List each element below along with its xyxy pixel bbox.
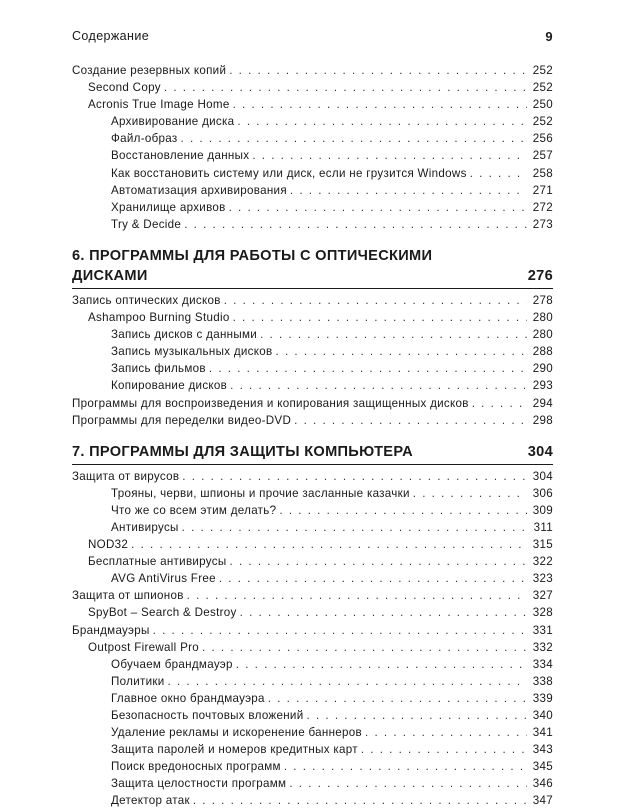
toc-entry-label: Что же со всем этим делать? xyxy=(111,503,277,517)
toc-entry-page: 278 xyxy=(532,293,553,307)
dot-leader xyxy=(224,294,527,307)
toc-entry-page: 343 xyxy=(532,743,553,757)
toc-entry-label: Создание резервных копий xyxy=(72,64,227,77)
toc-entry-label: Acronis True Image Home xyxy=(88,98,230,112)
toc-entry-page: 345 xyxy=(532,760,553,774)
toc-entry-page: 309 xyxy=(532,503,553,517)
dot-leader xyxy=(361,743,527,756)
dot-leader xyxy=(182,521,527,534)
toc-entry-label: Бесплатные антивирусы xyxy=(88,555,227,569)
toc-entry[interactable] xyxy=(72,572,553,589)
chapter-page-number: 276 xyxy=(527,267,553,284)
toc-entry[interactable] xyxy=(72,115,553,132)
table-of-contents xyxy=(72,64,553,812)
toc-entry-label: Программы для переделки видео-DVD xyxy=(72,413,292,427)
running-header-title: Содержание xyxy=(72,29,150,43)
toc-entry-page: 250 xyxy=(532,98,553,112)
toc-entry[interactable] xyxy=(72,521,553,538)
toc-entry-label: Обучаем брандмауэр xyxy=(111,657,233,671)
toc-entry[interactable] xyxy=(72,218,553,235)
toc-entry-label: Архивирование диска xyxy=(111,115,235,129)
toc-entry-page: 271 xyxy=(532,183,553,197)
toc-entry[interactable] xyxy=(72,743,553,760)
dot-leader xyxy=(472,397,527,410)
toc-entry-label: Детектор атак xyxy=(111,794,190,808)
page-number: 9 xyxy=(545,28,553,44)
toc-entry-page: 339 xyxy=(532,691,553,705)
toc-entry-label: Защита паролей и номеров кредитных карт xyxy=(111,743,358,757)
toc-entry-label: Запись дисков с данными xyxy=(111,328,258,342)
toc-entry-label: Автоматизация архивирования xyxy=(111,183,287,197)
toc-entry-label: AVG AntiVirus Free xyxy=(111,572,216,586)
toc-entry-page: 290 xyxy=(532,362,553,376)
chapter-heading[interactable] xyxy=(72,442,553,465)
toc-entry[interactable] xyxy=(72,414,553,431)
toc-entry-page: 304 xyxy=(532,469,553,483)
toc-entry-page: 280 xyxy=(532,311,553,325)
toc-entry-label: Запись фильмов xyxy=(111,362,206,376)
toc-entry-label: Антивирусы xyxy=(111,520,179,534)
chapter-page-number: 304 xyxy=(527,443,553,460)
toc-entry-label: Second Copy xyxy=(88,81,161,95)
toc-entry[interactable] xyxy=(72,555,553,572)
toc-entry[interactable] xyxy=(72,692,553,709)
toc-entry[interactable] xyxy=(72,167,553,184)
dot-leader xyxy=(229,201,527,214)
dot-leader xyxy=(233,98,527,111)
toc-entry-page: 347 xyxy=(532,794,553,808)
dot-leader xyxy=(279,504,527,517)
toc-entry-page: 252 xyxy=(532,115,553,129)
toc-entry-page: 338 xyxy=(532,674,553,688)
dot-leader xyxy=(365,726,527,739)
chapter-title-row xyxy=(72,442,553,462)
toc-entry[interactable] xyxy=(72,98,553,115)
toc-entry[interactable] xyxy=(72,397,553,414)
dot-leader xyxy=(153,624,527,637)
dot-leader xyxy=(260,328,527,341)
dot-leader xyxy=(193,794,527,807)
toc-entry-page: 323 xyxy=(532,572,553,586)
dot-leader xyxy=(289,777,527,790)
toc-entry-page: 288 xyxy=(532,345,553,359)
dot-leader xyxy=(294,414,527,427)
toc-entry-label: Восстановление данных xyxy=(111,149,250,163)
toc-entry[interactable] xyxy=(72,606,553,623)
dot-leader xyxy=(168,675,527,688)
toc-entry[interactable] xyxy=(72,328,553,345)
toc-entry[interactable] xyxy=(72,624,553,641)
toc-entry-label: Безопасность почтовых вложений xyxy=(111,709,304,722)
dot-leader xyxy=(413,487,527,500)
toc-entry[interactable] xyxy=(72,470,553,487)
toc-entry-page: 334 xyxy=(532,657,553,671)
dot-leader xyxy=(470,167,527,180)
dot-leader xyxy=(290,184,527,197)
toc-entry-label: Ashampoo Burning Studio xyxy=(88,311,230,325)
toc-entry-label: Хранилище архивов xyxy=(111,200,226,214)
toc-entry[interactable] xyxy=(72,589,553,606)
toc-entry[interactable] xyxy=(72,149,553,166)
toc-entry-label: Защита целостности программ xyxy=(111,777,287,791)
toc-entry[interactable] xyxy=(72,379,553,396)
toc-entry-label: Удаление рекламы и искоренение баннеров xyxy=(111,726,363,740)
toc-entry-label: Брандмауэры xyxy=(72,623,150,637)
toc-entry-label: Защита от шпионов xyxy=(72,589,184,603)
toc-entry-page: 293 xyxy=(532,379,553,393)
toc-entry[interactable] xyxy=(72,658,553,675)
toc-entry-page: 315 xyxy=(532,538,553,552)
dot-leader xyxy=(307,709,528,722)
toc-entry-page: 341 xyxy=(532,726,553,740)
chapter-heading[interactable] xyxy=(72,246,553,289)
toc-entry[interactable] xyxy=(72,504,553,521)
toc-entry[interactable] xyxy=(72,345,553,362)
toc-entry-label: Файл-образ xyxy=(111,132,178,146)
dot-leader xyxy=(276,345,528,358)
dot-leader xyxy=(182,470,527,483)
toc-entry-page: 273 xyxy=(532,217,553,231)
toc-entry[interactable] xyxy=(72,64,553,81)
toc-entry[interactable] xyxy=(72,538,553,555)
toc-entry-label: Главное окно брандмауэра xyxy=(111,691,265,705)
dot-leader xyxy=(187,589,527,602)
dot-leader xyxy=(240,606,527,619)
toc-entry[interactable] xyxy=(72,362,553,379)
toc-entry-page: 256 xyxy=(532,132,553,146)
toc-entry-page: 331 xyxy=(532,623,553,637)
dot-leader xyxy=(181,132,527,145)
toc-entry[interactable] xyxy=(72,794,553,811)
dot-leader xyxy=(230,555,528,568)
toc-entry[interactable] xyxy=(72,487,553,504)
toc-entry-page: 328 xyxy=(532,606,553,620)
chapter-title-line: 6. ПРОГРАММЫ ДЛЯ РАБОТЫ С ОПТИЧЕСКИМИ xyxy=(72,247,433,264)
toc-entry[interactable] xyxy=(72,294,553,311)
toc-entry-label: Копирование дисков xyxy=(111,379,228,393)
toc-entry-page: 294 xyxy=(532,396,553,410)
toc-entry[interactable] xyxy=(72,311,553,328)
toc-entry-page: 327 xyxy=(532,589,553,603)
dot-leader xyxy=(131,538,527,551)
toc-entry-label: Программы для воспроизведения и копирования защищенных дисков xyxy=(72,396,469,410)
toc-entry-page: 306 xyxy=(532,486,553,500)
toc-entry-label: Поиск вредоносных программ xyxy=(111,760,281,774)
toc-entry[interactable] xyxy=(72,81,553,98)
dot-leader xyxy=(268,692,527,705)
toc-entry-page: 346 xyxy=(532,777,553,791)
dot-leader xyxy=(230,379,527,392)
toc-entry-label: NOD32 xyxy=(88,538,129,552)
dot-leader xyxy=(284,760,527,773)
chapter-title-line: 7. ПРОГРАММЫ ДЛЯ ЗАЩИТЫ КОМПЬЮТЕРА xyxy=(72,443,413,460)
toc-entry[interactable] xyxy=(72,184,553,201)
toc-entry-label: Запись музыкальных дисков xyxy=(111,345,273,359)
dot-leader xyxy=(219,572,527,585)
toc-entry[interactable] xyxy=(72,675,553,692)
toc-entry-label: Try & Decide xyxy=(111,217,182,231)
toc-entry-page: 257 xyxy=(532,149,553,163)
toc-entry-page: 322 xyxy=(532,555,553,569)
chapter-title-line: ДИСКАМИ xyxy=(72,267,148,284)
toc-entry-label: Как восстановить систему или диск, если не грузится Windows xyxy=(111,166,467,180)
chapter-title-row xyxy=(72,266,553,286)
toc-entry[interactable] xyxy=(72,777,553,794)
dot-leader xyxy=(164,81,527,94)
dot-leader xyxy=(252,149,527,162)
dot-leader xyxy=(237,115,527,128)
toc-entry-label: Трояны, черви, шпионы и прочие засланные казачки xyxy=(111,486,410,500)
toc-entry[interactable] xyxy=(72,709,553,726)
toc-entry-label: Политики xyxy=(111,674,165,688)
toc-entry-page: 311 xyxy=(533,520,553,534)
toc-entry-page: 252 xyxy=(532,81,553,95)
toc-entry-label: SpyBot – Search & Destroy xyxy=(88,606,237,620)
toc-entry-page: 280 xyxy=(532,328,553,342)
running-header xyxy=(72,26,553,46)
dot-leader xyxy=(233,311,527,324)
toc-entry[interactable] xyxy=(72,726,553,743)
dot-leader xyxy=(209,362,527,375)
toc-entry-page: 272 xyxy=(532,200,553,214)
toc-entry[interactable] xyxy=(72,760,553,777)
toc-entry-page: 340 xyxy=(532,709,553,722)
toc-entry[interactable] xyxy=(72,641,553,658)
toc-entry[interactable] xyxy=(72,201,553,218)
toc-entry-label: Outpost Firewall Pro xyxy=(88,640,200,654)
toc-entry-page: 252 xyxy=(532,64,553,77)
dot-leader xyxy=(202,641,527,654)
toc-entry[interactable] xyxy=(72,132,553,149)
toc-entry-page: 298 xyxy=(532,413,553,427)
dot-leader xyxy=(236,658,527,671)
dot-leader xyxy=(184,218,527,231)
toc-entry-label: Защита от вирусов xyxy=(72,469,180,483)
toc-entry-label: Запись оптических дисков xyxy=(72,293,221,307)
toc-entry-page: 332 xyxy=(532,640,553,654)
dot-leader xyxy=(229,64,527,77)
toc-entry-page: 258 xyxy=(532,166,553,180)
